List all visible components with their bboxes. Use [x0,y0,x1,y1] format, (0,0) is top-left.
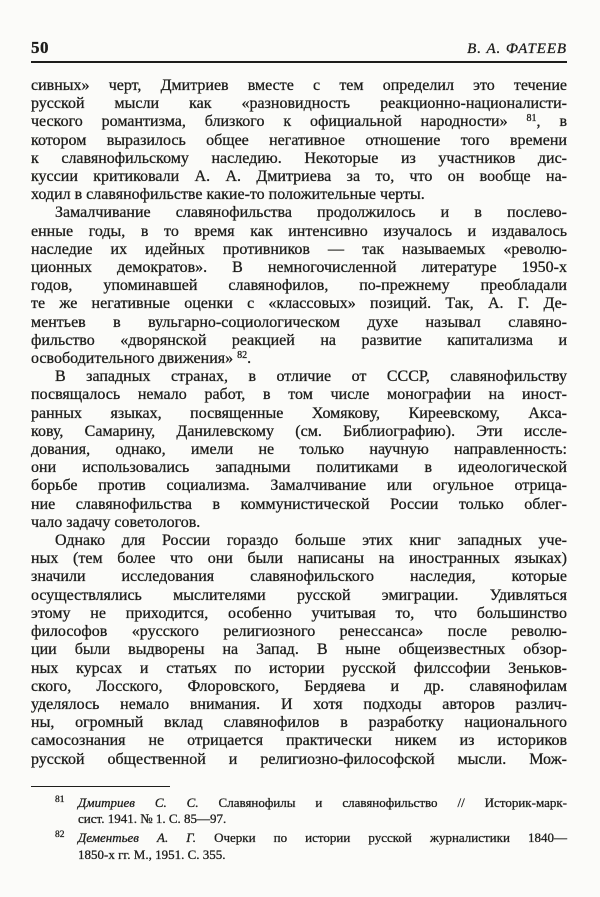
footnote-ref: 82 [237,350,248,362]
text-line: уделялось немало внимания. И хотя подходы авторов различ- [31,695,567,713]
text-line: годов, упоминавшей славянофилов, по-прежнему преобладали [31,277,567,295]
text-line: борьбе против социализма. Замалчивание или огульное отрица- [31,477,567,495]
text-line: ментьев в вульгарно-социологическом духе называл славяно- [31,313,567,331]
text-line: ционных демократов». В немногочисленной литературе 1950-х [31,259,567,277]
text-line: ны, огромный вклад славянофилов в разработку национального [31,714,567,732]
text-line: русской общественной и религиозно-философской мысли. Мож- [31,750,567,768]
text-line: посвящалось немало работ, в том числе монографии на иност- [31,386,567,404]
text-line: этому не приходится, особенно учитывая то, что большинство [31,604,567,622]
text-line: ческого романтизма, близкого к официальной народности» $^{81}$, в [31,113,567,131]
footnote-item [31,830,567,863]
text-line: значили исследования славянофильского наследия, которые [31,568,567,586]
text-line: русской мысли как «разновидность реакционно-националисти- [31,95,567,113]
text-line: кову, Самарину, Данилевскому (см. Библиографию). Эти иссле- [31,422,567,440]
text-line: Замалчивание славянофильства продолжилось и в послево- [55,204,567,222]
text-line: ние славянофильства в коммунистической России только облег- [31,495,567,513]
text-line: философов «русского религиозного ренессанса» после револю- [31,623,567,641]
footnote-line: Дементьев А. Г. Очерки по истории русской журналистики 1840— [78,829,567,845]
text-line: ского, Лосского, Флоровского, Бердяева и др. славянофилам [31,677,567,695]
text-line: освободительного движения» $^{82}$. [31,350,252,368]
text-line: самосознания не отрицается практически никем из историков [31,732,567,750]
paragraph [31,532,567,769]
text-line: ходил в славянофильстве какие-то положительные черты. [31,186,425,204]
paragraph [31,204,567,368]
footnote-ref: 81 [526,113,537,125]
paragraph [31,77,567,204]
text-line: к славянофильскому наследию. Некоторые из участников дис- [31,149,567,167]
footnotes-section [31,786,567,863]
text-line: ных курсах и статьях по истории русской филссофии Зеньков- [31,659,567,677]
footnote-author: Дементьев А. Г. [78,829,196,845]
text-line: ранных языках, посвященные Хомякову, Киреевскому, Акса- [31,404,567,422]
text-line: чало задачу советологов. [31,513,201,531]
footnote-line: 1850-х гг. М., 1951. С. 355. [78,846,226,862]
footnote-separator [31,786,170,787]
page-body [31,77,567,769]
footnote-line: Дмитриев С. С. Славянофилы и славянофильство // Историк-марк- [78,794,567,810]
footnote-marker: 81 [55,794,65,805]
text-line: енные годы, в то время как интенсивно изучалось и издавалось [31,222,567,240]
page-header [31,38,567,63]
footnote-item [31,795,567,828]
footnote-line: сист. 1941. № 1. С. 85—97. [78,811,227,827]
footnote-list [31,795,567,863]
text-line: осуществлялись мыслителями русской эмиграции. Удивляться [31,586,567,604]
text-line: В западных странах, в отличие от СССР, славянофильству [55,368,567,386]
footnote-marker: 82 [55,829,65,840]
paragraph [31,368,567,532]
text-line: они использовались западными политиками в идеологической [31,459,567,477]
running-title-author: В. А. ФАТЕЕВ [467,41,567,57]
text-line: дования, однако, имели не только научную направленность: [31,441,567,459]
text-line: ных (тем более что они были написаны на иностранных языках) [31,550,567,568]
text-line: Однако для России гораздо больше этих книг западных уче- [55,532,567,550]
text-line: те же негативные оценки с «классовых» позиций. Так, А. Г. Де- [31,295,567,313]
text-line: наследие их идейных противников — так называемых «револю- [31,240,567,258]
text-line: сивных» черт, Дмитриев вместе с тем определил это течение [31,77,567,94]
text-line: котором выразилось общее негативное отношение того времени [31,131,567,149]
text-line: куссии критиковали А. А. Дмитриева за то, что он вообще на- [31,168,567,186]
page-number: 50 [31,38,49,57]
footnote-author: Дмитриев С. С. [78,794,199,810]
text-line: ции были выдворены на Запад. В ныне общеизвестных обзор- [31,641,567,659]
text-line: фильство «дворянской реакцией на развитие капитализма и [31,331,567,349]
